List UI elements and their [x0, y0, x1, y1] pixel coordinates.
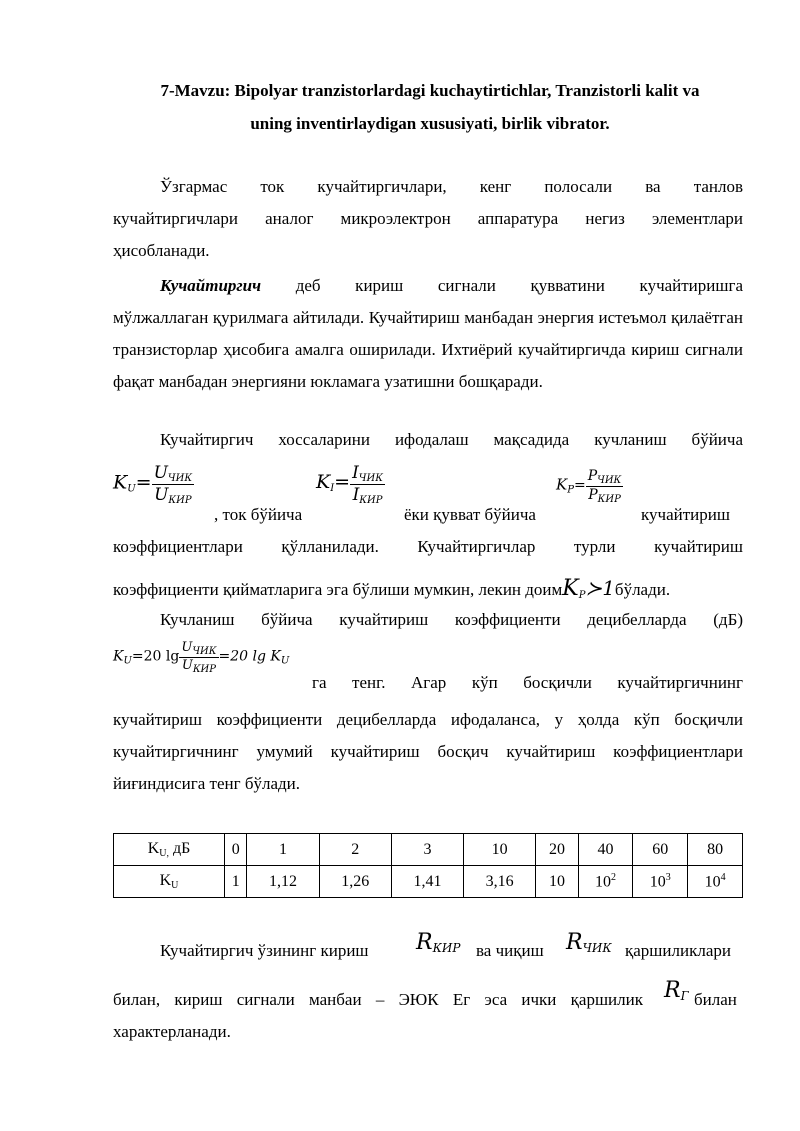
- p1-line-2: кучайтиргичлари аналог микроэлектрон аппаратура негиз элементлари: [113, 209, 743, 228]
- table-cell: $10^4$: [688, 866, 743, 898]
- text-gain: кучайтириш: [641, 505, 730, 524]
- formula-ku: $K_U=$ $\frac{U_{ЧИК}}{U_{КИР}}$: [113, 463, 193, 506]
- table-cell: 3: [391, 834, 463, 866]
- table-header-cell: $K_U$: [114, 866, 225, 898]
- table-cell: 1: [225, 866, 247, 898]
- formula-kp: $K_P=$ $\frac{P_{ЧИК}}{P_{КИР}}$: [556, 468, 622, 505]
- page-title: [100, 74, 760, 140]
- p5-line-3: характерланади.: [113, 1022, 231, 1041]
- table-cell: 1: [247, 834, 319, 866]
- p2-rest: деб кириш сигнали қувватини кучайтиришга: [261, 276, 743, 295]
- p5-line-2: билан, кириш сигнали манбаи – ЭЮК Ег эса ички қаршилик: [113, 990, 643, 1009]
- text-current: , ток бўйича: [214, 505, 303, 524]
- p3-line-4: коэффициенти қийматларига эга бўлиши мумкин, лекин доимK$_P$≻1бўлади.: [113, 576, 671, 601]
- table-row: [114, 834, 743, 866]
- table-cell: 2: [319, 834, 391, 866]
- table-cell: 0: [225, 834, 247, 866]
- title-line-2: uning inventirlaydigan xususiyati, birlik vibrator.: [250, 114, 610, 133]
- table-cell: 40: [578, 834, 633, 866]
- p1-line-1: Ўзгармас ток кучайтиргичлари, кенг полосали ва танлов: [160, 177, 743, 196]
- table-cell: 20: [536, 834, 578, 866]
- table-cell: 10: [536, 866, 578, 898]
- p3-line-1: Кучайтиргич хоссаларини ифодалаш мақсадида кучланиш бўйича: [160, 430, 743, 449]
- table-cell: 1,41: [391, 866, 463, 898]
- p5-line-2-end: билан: [694, 990, 737, 1009]
- gain-table: [113, 833, 743, 898]
- p2-body: мўлжаллаган қурилмага айтилади. Кучайтириш манбадан энергия истеъмол қилаётган транзисторлар ҳисобига амалга оширилади. Ихтиёрий кучайтиргичда кириш сигнали фақат манбадан энергияни юкламага узатишни бошқаради.: [113, 308, 743, 391]
- p3-line-3: коэффициентлари қўлланилади. Кучайтиргичлар турли кучайтириш: [113, 537, 743, 556]
- table-cell: $10^3$: [633, 866, 688, 898]
- p2-line-1: [113, 270, 743, 302]
- table-cell: 60: [633, 834, 688, 866]
- paragraph-1: [113, 171, 743, 267]
- title-line-1: 7-Mavzu: Bipolyar tranzistorlardagi kuchaytirtichlar, Tranzistorli kalit va: [160, 81, 700, 100]
- r-out: $R_{ЧИК}$: [566, 930, 612, 955]
- paragraph-2: [113, 270, 743, 398]
- p5-b: ва чиқиш: [476, 941, 544, 960]
- table-cell: 1,12: [247, 866, 319, 898]
- p4-body: кучайтириш коэффициенти децибелларда ифодаланса, у ҳолда кўп босқичли кучайтиргичнинг умумий кучайтириш босқич кучайтириш коэффициентлари йиғиндисига тенг бўлади.: [113, 710, 743, 793]
- p5-c: қаршиликлари: [625, 941, 731, 960]
- p2-term: Кучайтиргич: [160, 276, 262, 295]
- p4-line-2-tail: га тенг. Агар кўп босқичли кучайтиргичнинг: [312, 673, 743, 692]
- table-cell: 10: [464, 834, 536, 866]
- p4-line-1: Кучланиш бўйича кучайтириш коэффициенти децибелларда (дБ): [160, 610, 743, 629]
- formula-db: $K_U=20$ lg $\frac{U_{ЧИК}}{U_{КИР}}$ =20 $\lg K_U$: [113, 640, 290, 675]
- table-row: [114, 866, 743, 898]
- table-cell: 3,16: [464, 866, 536, 898]
- table-header-cell: $K_{U,}$ дБ: [114, 834, 225, 866]
- r-in: $R_{КИР}$: [416, 930, 461, 955]
- p5-a: Кучайтиргич ўзининг кириш: [160, 941, 369, 960]
- text-power: ёки қувват бўйича: [404, 505, 536, 524]
- formula-ki: $K_I=$ $\frac{I_{ЧИК}}{I_{КИР}}$: [316, 463, 383, 506]
- table-cell: 1,26: [319, 866, 391, 898]
- r-g: $R_Г$: [664, 978, 689, 1003]
- p1-line-3: ҳисобланади.: [113, 241, 210, 260]
- table-cell: 80: [688, 834, 743, 866]
- table-cell: $10^2$: [578, 866, 633, 898]
